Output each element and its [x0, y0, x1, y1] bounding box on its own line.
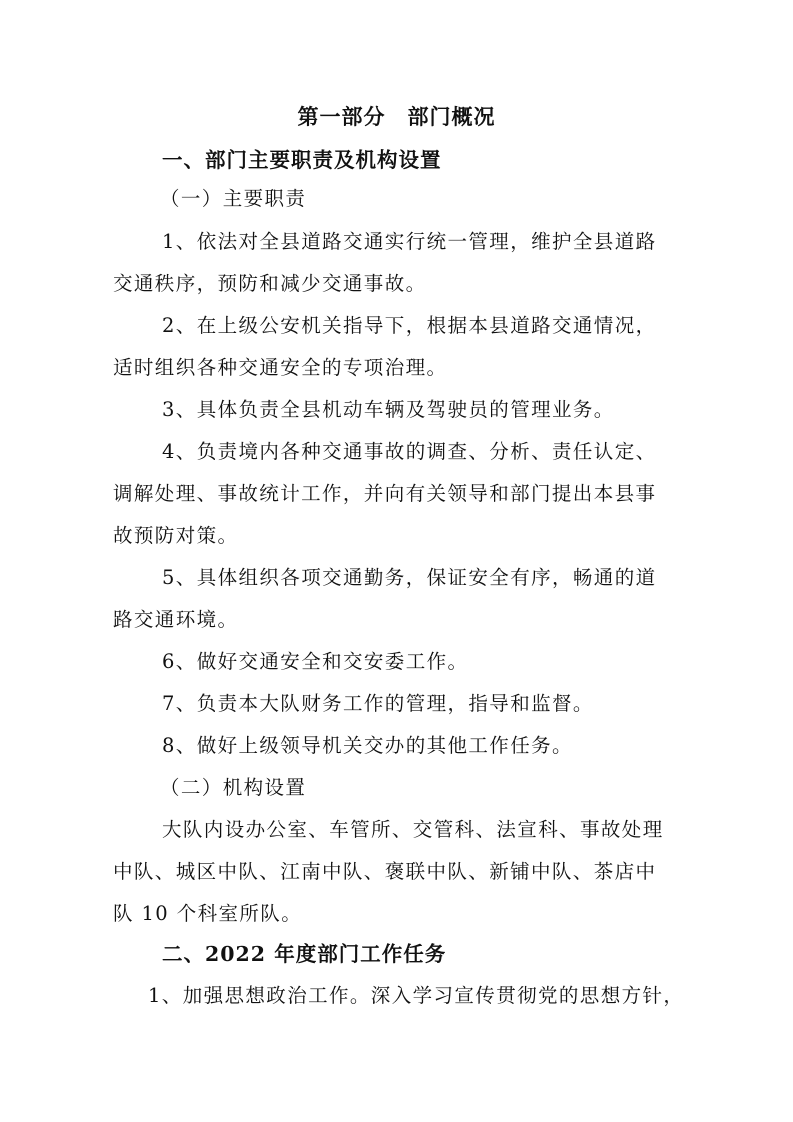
org-line-1: 大队内设办公室、车管所、交管科、法宣科、事故处理 — [162, 818, 664, 841]
duty-2-line-2: 适时组织各种交通安全的专项治理。 — [113, 356, 448, 379]
page-title: 第一部分 部门概况 — [297, 104, 496, 129]
duty-4-line-3: 故预防对策。 — [113, 524, 239, 547]
duty-5-line-1: 5、具体组织各项交通勤务，保证安全有序，畅通的道 — [162, 566, 657, 589]
org-line-2: 中队、城区中队、江南中队、褒联中队、新铺中队、茶店中 — [113, 860, 657, 883]
duty-2-line-1: 2、在上级公安机关指导下，根据本县道路交通情况， — [162, 314, 657, 337]
section-heading-2: 二、2022 年度部门工作任务 — [162, 942, 447, 966]
duty-1-line-1: 1、依法对全县道路交通实行统一管理，维护全县道路 — [162, 230, 657, 253]
duty-3-line-1: 3、具体负责全县机动车辆及驾驶员的管理业务。 — [162, 398, 615, 421]
org-line-3: 队 10 个科室所队。 — [113, 902, 303, 925]
section-heading-1: 一、部门主要职责及机构设置 — [162, 148, 442, 172]
task-1-line-1: 1、加强思想政治工作。深入学习宣传贯彻党的思想方针， — [148, 984, 685, 1007]
subsection-heading-2: （二）机构设置 — [160, 776, 307, 799]
duty-6-line-1: 6、做好交通安全和交安委工作。 — [162, 650, 469, 673]
subsection-heading-1: （一）主要职责 — [160, 187, 307, 210]
duty-7-line-1: 7、负责本大队财务工作的管理，指导和监督。 — [162, 692, 594, 715]
duty-8-line-1: 8、做好上级领导机关交办的其他工作任务。 — [162, 734, 573, 757]
duty-5-line-2: 路交通环境。 — [113, 608, 239, 631]
duty-4-line-1: 4、负责境内各种交通事故的调查、分析、责任认定、 — [162, 440, 657, 463]
duty-1-line-2: 交通秩序，预防和减少交通事故。 — [113, 272, 427, 295]
duty-4-line-2: 调解处理、事故统计工作，并向有关领导和部门提出本县事 — [113, 482, 657, 505]
